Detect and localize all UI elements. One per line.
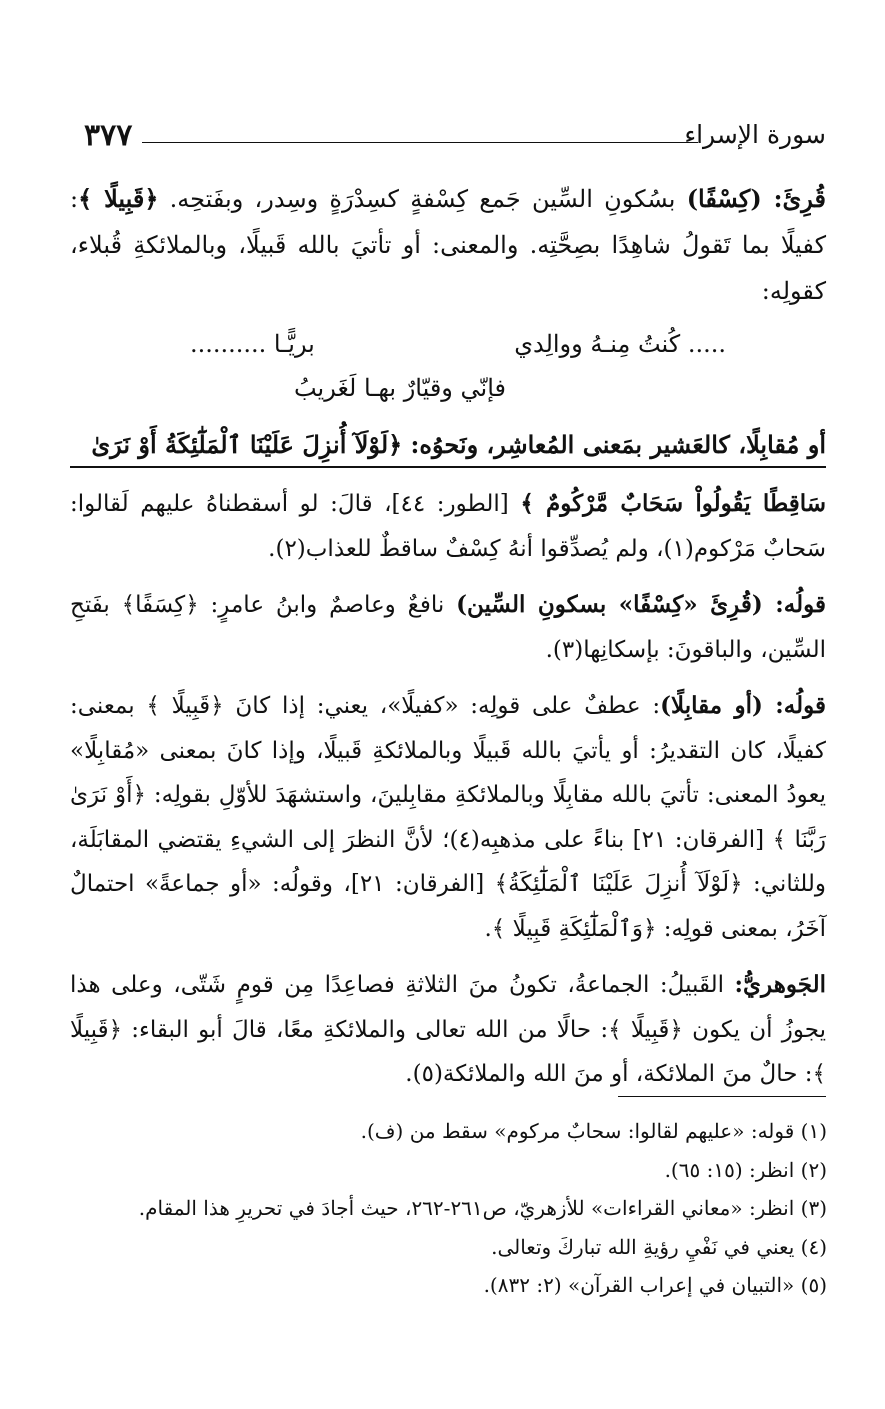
section-divider [70, 466, 826, 468]
main-paragraph-1 [70, 176, 826, 314]
poem-verse [70, 320, 826, 414]
footnote-separator [618, 1096, 826, 1097]
quran-verse: ﴿لَوْلَآ أُنزِلَ عَلَيْنَا ٱلْمَلَٰٓئِكَةُ أَوْ نَرَىٰ [91, 430, 403, 459]
paragraph-text: القَبيلُ: الجماعةُ، تكونُ منَ الثلاثةِ فصاعِدًا مِن قومٍ شَتّى، وعلى هذا يجوزُ أن يكون ﴿قَبِيلًا ﴾: حالًا من الله تعالى والملائكةِ معًا، قالَ أبو البقاء: ﴿قَبِيلًا ﴾: حالٌ منَ الملائكة، أو منَ الله والملائكة(٥). [70, 972, 826, 1087]
paragraph-text: : كفيلًا بما تَقولُ شاهِدًا بصِحَّتِه. والمعنى: أو تأتيَ بالله قَبيلًا، وبالملائكةِ قُبلاء، كقولِه: [70, 185, 826, 305]
paragraph-lead: قولُه: (أو مقابِلًا) [660, 692, 827, 719]
commentary [70, 482, 826, 1109]
commentary-paragraph-3 [70, 684, 826, 951]
footnote-5: (٥) «التبيان في إعراب القرآن» (٢: ٨٣٢). [483, 1273, 827, 1297]
reading-lead: قُرِئَ: (كِسْفًا) [686, 184, 827, 213]
quran-verse: ﴿قَبِيلًا ﴾ [78, 184, 159, 213]
paragraph-text: نافعٌ وعاصمٌ وابنُ عامرٍ: ﴿كِسَفًا﴾ بفَتحِ السِّين، والباقونَ: بإسكانِها(٣). [70, 592, 826, 663]
main-text [70, 176, 826, 468]
poem-hemistich-2: بريًّـا .......... [190, 330, 315, 358]
poem-hemistich-1: ..... كُنتُ مِنـهُ ووالِدي [514, 330, 726, 358]
footnote-2: (٢) انظر: (١٥: ٦٥). [664, 1157, 827, 1182]
paragraph-lead: الجَوهريُّ: [734, 971, 826, 998]
paragraph-lead: قولُه: (قُرِئَ «كِسْفًا» بسكونِ السِّين) [456, 591, 826, 618]
surah-title: سورة الإسراء [684, 120, 826, 149]
footnotes [87, 1112, 827, 1305]
page-number: ٣٧٧ [84, 118, 133, 153]
footnote-1: (١) قوله: «عليهم لقالوا: سحابٌ مركوم» سقط من (ف). [360, 1119, 827, 1143]
header-rule [142, 142, 698, 143]
paragraph-text: بسُكونِ السِّين جَمع كِسْفةٍ كسِدْرَةٍ وسِدر، وبفَتحِه. [158, 185, 687, 213]
commentary-paragraph-4 [70, 963, 826, 1097]
paragraph-text: [الطور: ٤٤]، قالَ: لو أسقطناهُ عليهم لَقالوا: سَحابٌ مَرْكوم(١)، ولم يُصدِّقوا أنهُ كِسْفٌ ساقطٌ للعذاب(٢). [70, 491, 826, 562]
page-header [84, 118, 826, 158]
quran-verse: سَاقِطًا يَقُولُواْ سَحَابٌ مَّرْكُومٌ ﴾ [520, 490, 826, 517]
paragraph-text: : عطفٌ على قولِه: «كفيلًا»، يعني: إذا كانَ ﴿قَبِيلًا ﴾ بمعنى: كفيلًا، كان التقديرُ: أو يأتيَ بالله قَبيلًا وبالملائكةِ قَبيلًا، وإذا كانَ بمعنى «مُقابِلًا» يعودُ المعنى: تأتيَ بالله مقابِلًا وبالملائكةِ مقابِلينَ، واستشهَدَ للأوّلِ بقولِه: ﴿أَوْ نَرَىٰ رَبَّنَا ﴾ [الفرقان: ٢١] بناءً على مذهبِه(٤)؛ لأنَّ النظرَ إلى الشيءِ يقتضي المقابَلَة، وللثاني: ﴿لَوْلَآ أُنزِلَ عَلَيْنَا ٱلْمَلَٰٓئِكَةُ﴾ [الفرقان: ٢١]، وقولُه: «أو جماعةً» احتمالٌ آخَرُ، بمعنى قولِه: ﴿وَٱلْمَلَٰٓئِكَةِ قَبِيلًا ﴾. [70, 693, 826, 942]
commentary-paragraph-1 [70, 482, 826, 571]
paragraph-text: أو مُقابِلًا، كالعَشير بمَعنى المُعاشِر، ونَحوُه: [402, 430, 826, 459]
footnote-3: (٣) انظر: «معاني القراءات» للأزهريّ، ص٢٦١-٢٦٢، حيث أجادَ في تحريرِ هذا المقام. [138, 1196, 827, 1220]
commentary-paragraph-2 [70, 583, 826, 672]
footnote-4: (٤) يعني في نَفْيِ رؤيةِ الله تباركَ وتعالى. [491, 1234, 827, 1259]
poem-hemistich-3: فإنّي وقيّارٌ بهـا لَغَريبُ [293, 374, 506, 402]
main-paragraph-2 [70, 422, 826, 468]
